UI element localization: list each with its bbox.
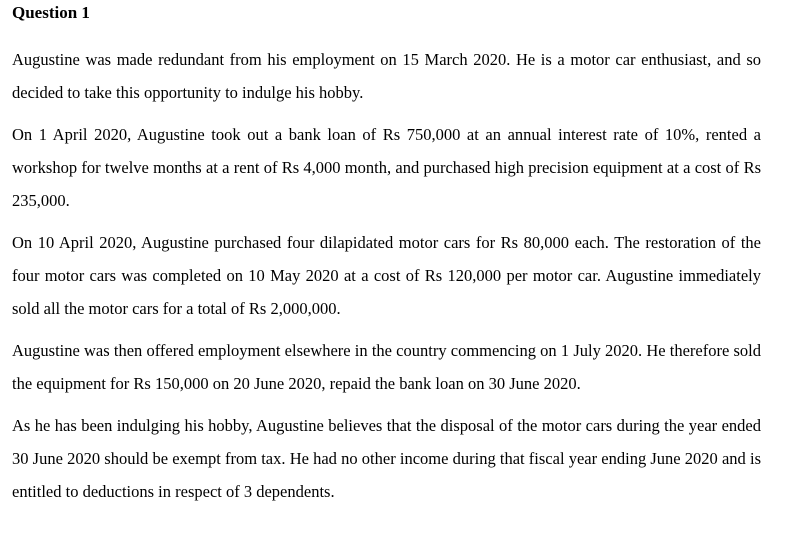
paragraph-new-employment: Augustine was then offered employment elsewhere in the country commencing on 1 July 2020. He therefore sold the equipment for Rs 150,000 on 20 June 2020, repaid the bank loan on 30 June 2020. [12, 341, 761, 393]
paragraph-tax-exemption: As he has been indulging his hobby, Augustine believes that the disposal of the motor cars during the year ended 30 June 2020 should be exempt from tax. He had no other income during that fiscal year ending June 2020 and is entitled to deductions in respect of 3 dependents. [12, 416, 761, 501]
paragraph-redundancy: Augustine was made redundant from his employment on 15 March 2020. He is a motor car enthusiast, and so decided to take this opportunity to indulge his hobby. [12, 50, 761, 102]
paragraph-loan-workshop: On 1 April 2020, Augustine took out a bank loan of Rs 750,000 at an annual interest rate of 10%, rented a workshop for twelve months at a rent of Rs 4,000 month, and purchased high precision equipment at a cost of Rs 235,000. [12, 125, 761, 210]
paragraph-motor-cars: On 10 April 2020, Augustine purchased four dilapidated motor cars for Rs 80,000 each. The restoration of the four motor cars was completed on 10 May 2020 at a cost of Rs 120,000 per motor car. Augustine immediately sold all the motor cars for a total of Rs 2,000,000. [12, 233, 761, 318]
question-heading: Question 1 [12, 3, 90, 22]
document [12, 0, 761, 508]
